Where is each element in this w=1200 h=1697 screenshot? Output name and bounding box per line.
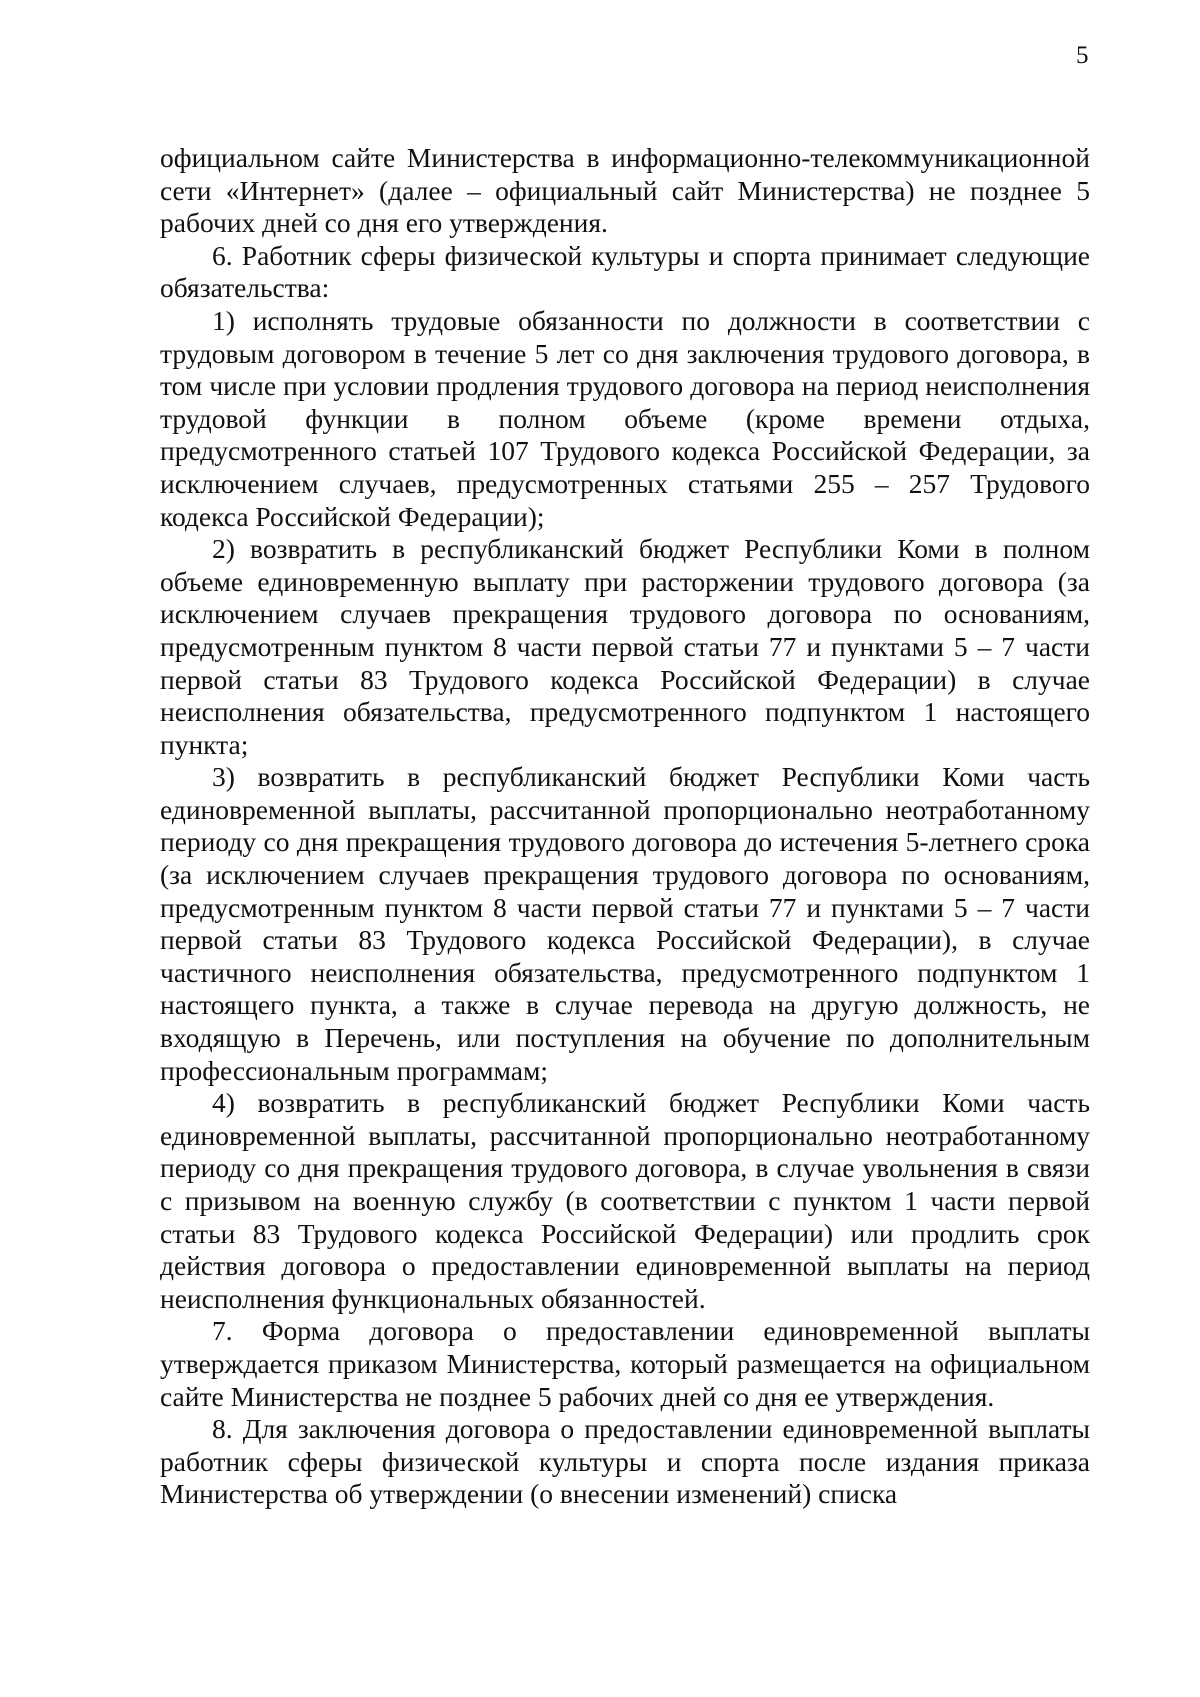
paragraph-item-6-1: 1) исполнять трудовые обязанности по должности в соответствии с трудовым договором в течение 5 лет со дня заключения трудового договора, в том числе при условии продления трудового договора на период неисполнения трудовой функции в полном объеме (кроме времени отдыха, предусмотренного статьей 107 Трудового кодекса Российской Федерации, за исключением случаев, предусмотренных статьями 255 – 257 Трудового кодекса Российской Федерации); <box>160 304 1090 532</box>
paragraph-item-7: 7. Форма договора о предоставлении единовременной выплаты утверждается приказом Министерства, который размещается на официальном сайте Министерства не позднее 5 рабочих дней со дня ее утверждения. <box>160 1315 1090 1412</box>
paragraph-item-8: 8. Для заключения договора о предоставлении единовременной выплаты работник сферы физической культуры и спорта после издания приказа Министерства об утверждении (о внесении изменений) списка <box>160 1413 1090 1510</box>
paragraph-item-6-2: 2) возвратить в республиканский бюджет Республики Коми в полном объеме единовременную выплату при расторжении трудового договора (за исключением случаев прекращения трудового договора по основаниям, предусмотренным пунктом 8 части первой статьи 77 и пунктами 5 – 7 части первой статьи 83 Трудового кодекса Российской Федерации) в случае неисполнения обязательства, предусмотренного подпунктом 1 настоящего пункта; <box>160 533 1090 760</box>
paragraph-item-6: 6. Работник сферы физической культуры и спорта принимает следующие обязательства: <box>160 239 1090 304</box>
page-number: 5 <box>1076 42 1089 69</box>
paragraph-item-6-4: 4) возвратить в республиканский бюджет Республики Коми часть единовременной выплаты, рассчитанной пропорционально неотработанному периоду со дня прекращения трудового договора, в случае увольнения в связи с призывом на военную службу (в соответствии с пунктом 1 части первой статьи 83 Трудового кодекса Российской Федерации) или продлить срок действия договора о предоставлении единовременной выплаты на период неисполнения функциональных обязанностей. <box>160 1087 1090 1314</box>
paragraph-item-6-3: 3) возвратить в республиканский бюджет Республики Коми часть единовременной выплаты, рассчитанной пропорционально неотработанному периоду со дня прекращения трудового договора до истечения 5-летнего срока (за исключением случаев прекращения трудового договора по основаниям, предусмотренным пунктом 8 части первой статьи 77 и пунктами 5 – 7 части первой статьи 83 Трудового кодекса Российской Федерации), в случае частичного неисполнения обязательства, предусмотренного подпунктом 1 настоящего пункта, а также в случае перевода на другую должность, не входящую в Перечень, или поступления на обучение по дополнительным профессиональным программам; <box>160 761 1090 1086</box>
paragraph-continuation: официальном сайте Министерства в информационно-телекоммуникационной сети «Интернет» (далее – официальный сайт Министерства) не позднее 5 рабочих дней со дня его утверждения. <box>160 142 1090 239</box>
document-body <box>160 142 1090 1511</box>
